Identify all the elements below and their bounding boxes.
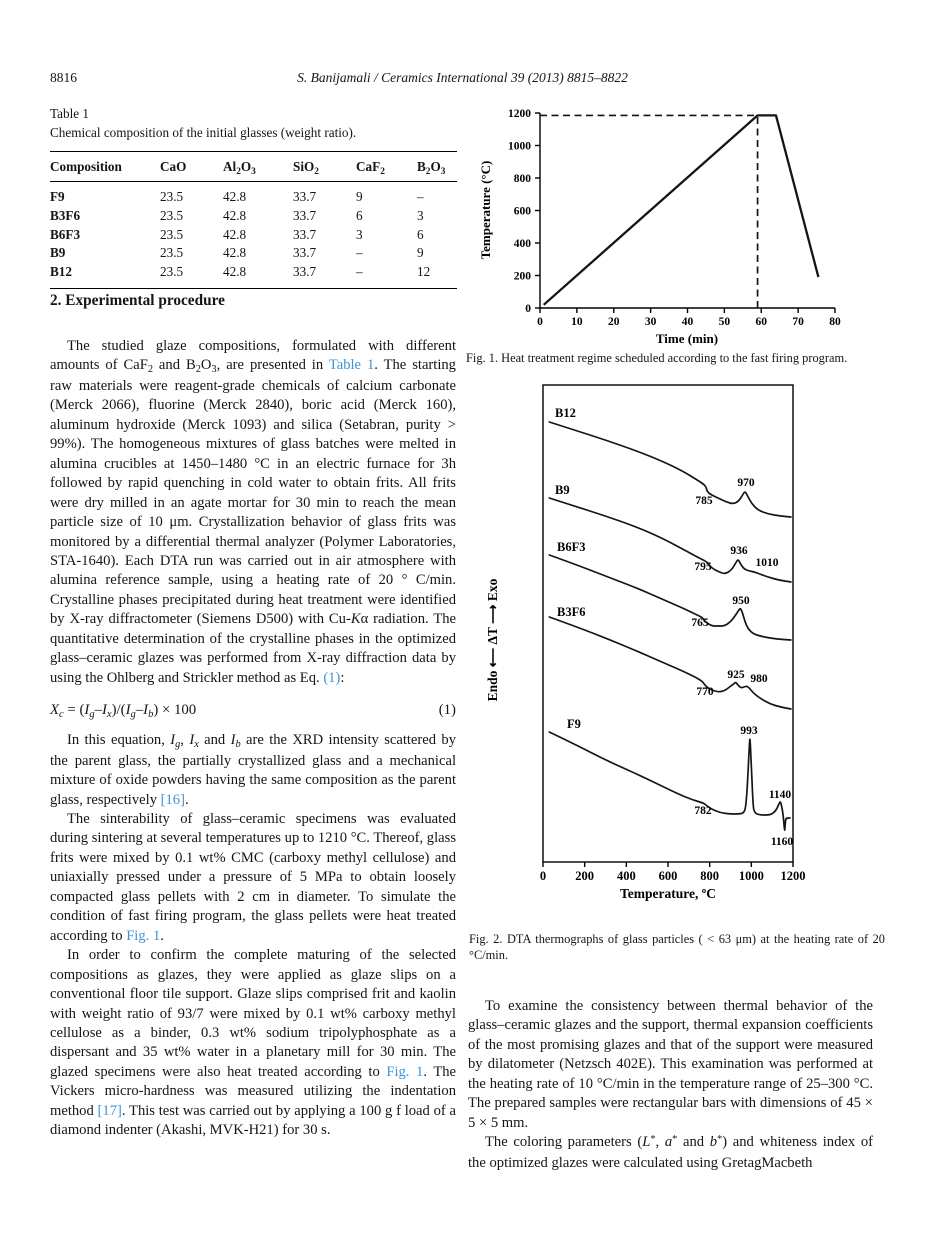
svg-text:40: 40 bbox=[681, 316, 694, 328]
left-column bbox=[50, 292, 456, 1141]
svg-text:Temperature (°C): Temperature (°C) bbox=[478, 160, 493, 260]
table-row bbox=[50, 263, 457, 289]
figure1-line-chart bbox=[460, 100, 905, 350]
annotation-936: 936 bbox=[730, 545, 748, 557]
svg-text:800: 800 bbox=[513, 173, 531, 185]
svg-text:400: 400 bbox=[513, 238, 531, 250]
ref-link[interactable]: Fig. 1 bbox=[386, 1063, 424, 1080]
svg-text:1200: 1200 bbox=[508, 108, 531, 120]
right-column bbox=[468, 997, 873, 1173]
equation-body: Xc = (Ig–Ix)/(Ig–Ib) × 100 bbox=[50, 702, 197, 720]
svg-text:1000: 1000 bbox=[508, 140, 531, 153]
table-cell: 3 bbox=[356, 226, 363, 242]
paragraph-4: In order to confirm the complete maturing of the selected compositions as glazes, they were applied as glaze slips on a conventional floor tile support. Glaze slips comprised frit and kaolin with weight ratio of 93/7 were mixed by 0.1 wt% carboxy methyl cellulose as a binder, 0.3 wt% sodium tripolyphosphate as a dispersant and 35 wt% water in a planetary mill for 30 min. The glazed specimens were also heat treated according to Fig. 1. The Vickers micro-hardness was measured utilizing the indentation method [17]. This test was carried out by applying a 100 g f load of a diamond indenter (Akashi, MVK-H21) for 30 s. bbox=[50, 947, 457, 1139]
table-cell: – bbox=[356, 264, 363, 280]
equation-number: (1) bbox=[438, 702, 456, 719]
running-title: S. Banijamali / Ceramics International 39 (2013) 8815–8822 bbox=[297, 70, 628, 85]
svg-text:600: 600 bbox=[513, 205, 531, 218]
svg-text:30: 30 bbox=[644, 316, 657, 328]
table-cell: 42.8 bbox=[223, 207, 247, 223]
table-cell: 42.8 bbox=[223, 264, 247, 280]
table-label: Table 1 bbox=[50, 106, 89, 121]
ref-link[interactable]: Table 1 bbox=[328, 357, 375, 374]
table-cell: 23.5 bbox=[160, 189, 184, 204]
svg-text:80: 80 bbox=[829, 316, 841, 328]
table1-block bbox=[50, 106, 457, 289]
ref-link[interactable]: Fig. 1 bbox=[126, 927, 161, 944]
table-cell: F9 bbox=[50, 189, 65, 204]
table-cell: 33.7 bbox=[293, 207, 317, 223]
svg-text:0: 0 bbox=[539, 869, 547, 883]
svg-text:0: 0 bbox=[525, 303, 531, 315]
annotation-770: 770 bbox=[696, 686, 714, 698]
curve-label-b12: B12 bbox=[555, 406, 576, 420]
table-cell: 33.7 bbox=[293, 226, 317, 242]
composition-table bbox=[50, 151, 457, 289]
table-cell: 12 bbox=[417, 264, 431, 280]
svg-text:50: 50 bbox=[718, 316, 731, 328]
annotation-782: 782 bbox=[694, 805, 712, 817]
table-cell: 42.8 bbox=[223, 245, 247, 261]
svg-text:1200: 1200 bbox=[780, 869, 806, 883]
table-cell: 42.8 bbox=[223, 226, 247, 242]
curve-label-f9: F9 bbox=[567, 717, 581, 731]
svg-text:10: 10 bbox=[571, 316, 583, 328]
col-header-caf2: CaF2 bbox=[356, 152, 417, 182]
ref-link[interactable]: [16] bbox=[160, 791, 185, 808]
svg-text:200: 200 bbox=[575, 869, 595, 883]
table-row bbox=[50, 244, 457, 263]
svg-text:Temperature, ºC: Temperature, ºC bbox=[620, 886, 716, 901]
table-cell: B3F6 bbox=[50, 207, 81, 223]
table-cell: 9 bbox=[417, 245, 424, 261]
svg-text:70: 70 bbox=[792, 316, 804, 328]
table-cell: 9 bbox=[356, 189, 363, 204]
svg-text:1000: 1000 bbox=[738, 869, 764, 883]
annotation-980: 980 bbox=[750, 673, 768, 685]
paragraph-6: The coloring parameters (L*, a* and b*) and whiteness index of the optimized glazes were calculated using GretagMacbeth bbox=[468, 1133, 874, 1171]
annotation-970: 970 bbox=[737, 477, 755, 489]
svg-text:800: 800 bbox=[700, 869, 720, 883]
ref-link[interactable]: [17] bbox=[97, 1102, 122, 1119]
annotation-993: 993 bbox=[740, 725, 758, 737]
col-header-sio2: SiO2 bbox=[293, 152, 356, 182]
svg-text:60: 60 bbox=[755, 316, 767, 328]
table-cell: 42.8 bbox=[223, 189, 247, 204]
svg-text:200: 200 bbox=[513, 270, 531, 283]
table-cell: 33.7 bbox=[293, 245, 317, 261]
col-header-al2o3: Al2O3 bbox=[223, 152, 293, 182]
svg-text:600: 600 bbox=[658, 869, 678, 883]
paragraph-2: In this equation, Ig, Ix and Ib are the XRD intensity scattered by the parent glass, the partially crystallized glass and a mechanical mixture of oxide powders having the same composition as the parent glass, respectively [16]. bbox=[50, 732, 456, 808]
table-cell: 6 bbox=[356, 207, 363, 223]
table-cell: 23.5 bbox=[160, 226, 184, 242]
table-cell: – bbox=[356, 245, 363, 261]
figure2-dta-chart bbox=[460, 370, 905, 915]
svg-text:Endo ⟵ ΔT ⟶ Exo: Endo ⟵ ΔT ⟶ Exo bbox=[485, 578, 500, 702]
col-header-composition: Composition bbox=[50, 152, 160, 182]
curve-label-b9: B9 bbox=[555, 483, 570, 497]
annotation-925: 925 bbox=[727, 669, 745, 681]
section-heading: 2. Experimental procedure bbox=[50, 292, 225, 309]
table-cell: 3 bbox=[417, 207, 424, 223]
table-cell: 23.5 bbox=[160, 264, 184, 280]
ref-link[interactable]: (1) bbox=[323, 669, 341, 686]
paragraph-5: To examine the consistency between thermal behavior of the glass–ceramic glazes and the support, thermal expansion coefficients of the most promising glazes and that of the support were measured by dilatometer (Netzsch 402E). This examination was performed at the heating rate of 10 °C/min in the temperature range of 25–300 °C. The prepared samples were rectangular bars with dimensions of 45 × 5 × 5 mm. bbox=[468, 998, 873, 1131]
curve-label-b6f3: B6F3 bbox=[557, 540, 586, 554]
col-header-cao: CaO bbox=[160, 152, 223, 182]
figure2-caption: Fig. 2. DTA thermographs of glass particles ( < 63 μm) at the heating rate of 20 °C/min. bbox=[469, 932, 885, 963]
table-cell: 33.7 bbox=[293, 189, 317, 204]
paragraph-1: The studied glaze compositions, formulated with different amounts of CaF2 and B2O3, are presented in Table 1. The starting raw materials were reagent-grade chemicals of calcium carbonate (Merck 2066), fluorine (Merck 2840), boric acid (Merck 160), aluminum hydroxide (Merck 1093) and silica (Setabran, purity > 99%). The homogeneous mixtures of glass batches were melted in alumina crucibles at 1450–1480 °C in an electric furnace for 3h followed by rapid quenching in cold water to obtain frits. All frits were dry milled in an agate mortar for 30 min to reach the mean particle size of 10 μm. Crystallization behavior of glass frits was monitored by a differential thermal analyzer (Polymer Laboratories, STA-1640). Each DTA run was carried out in air atmosphere with alumina reference sample, using a heating rate of 20 ° C/min. Crystalline phases precipitated during heat treatment were identified by X-ray diffractometer (Siemens D500) with Cu-Kα radiation. The quantitative determination of the crystalline phases in the optimized glass–ceramic glazes was performed from X-ray diffraction data by using the Ohlberg and Strickler method as Eq. (1): bbox=[50, 338, 457, 686]
svg-text:20: 20 bbox=[608, 316, 620, 328]
svg-text:Time (min): Time (min) bbox=[655, 331, 719, 346]
table-cell: 23.5 bbox=[160, 207, 184, 223]
table-row bbox=[50, 206, 457, 225]
annotation-765: 765 bbox=[691, 617, 709, 629]
col-header-b2o3: B2O3 bbox=[417, 152, 457, 182]
figure1-caption: Fig. 1. Heat treatment regime scheduled according to the fast firing program. bbox=[466, 351, 848, 365]
annotation-1160: 1160 bbox=[770, 836, 794, 848]
table-cell: B9 bbox=[50, 245, 66, 261]
table-row bbox=[50, 182, 457, 207]
annotation-795: 795 bbox=[694, 561, 712, 573]
table-cell: B6F3 bbox=[50, 226, 81, 242]
table-cell: B12 bbox=[50, 264, 72, 280]
table-header-row bbox=[50, 152, 457, 182]
page-number: 8816 bbox=[50, 70, 77, 85]
svg-text:400: 400 bbox=[616, 869, 636, 883]
table-cell: 6 bbox=[417, 226, 424, 242]
paragraph-3: The sinterability of glass–ceramic specimens was evaluated during sintering at several temperatures up to 1210 °C. Thereof, glass frits were mixed by 0.1 wt% CMC (carboxy methyl cellulose) and uniaxially pressed under a pressure of 5 MPa to obtain loosely compacted glass pellets with 2 cm in diameter. To simulate the condition of fast firing program, the glass pellets were heat treated according to Fig. 1. bbox=[50, 810, 456, 944]
table-cell: 33.7 bbox=[293, 264, 317, 280]
annotation-785: 785 bbox=[695, 495, 713, 507]
table-cell: 23.5 bbox=[160, 245, 184, 261]
svg-text:0: 0 bbox=[537, 316, 543, 328]
table-row bbox=[50, 225, 457, 244]
curve-label-b3f6: B3F6 bbox=[557, 605, 586, 619]
table-caption: Chemical composition of the initial glasses (weight ratio). bbox=[50, 125, 357, 140]
annotation-950: 950 bbox=[732, 595, 750, 607]
annotation-1140: 1140 bbox=[768, 789, 792, 801]
table-cell: – bbox=[417, 189, 424, 204]
annotation-1010: 1010 bbox=[755, 557, 779, 569]
equation-row bbox=[50, 702, 456, 719]
